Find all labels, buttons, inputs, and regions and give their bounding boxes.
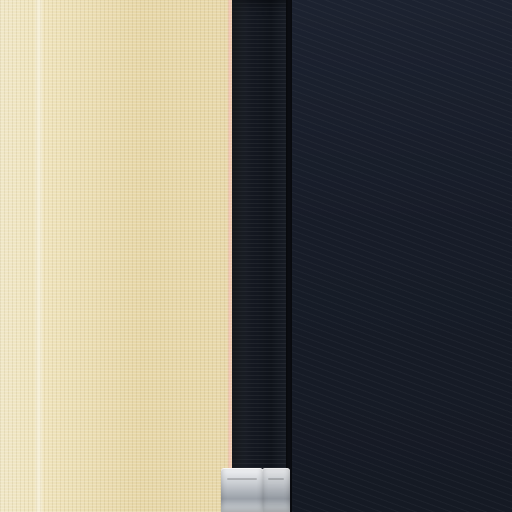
black-spine <box>232 0 288 512</box>
dark-cover <box>292 0 512 512</box>
metal-cap-left <box>221 468 263 512</box>
fabric-panel <box>0 0 232 512</box>
metal-cap-right <box>262 468 290 512</box>
